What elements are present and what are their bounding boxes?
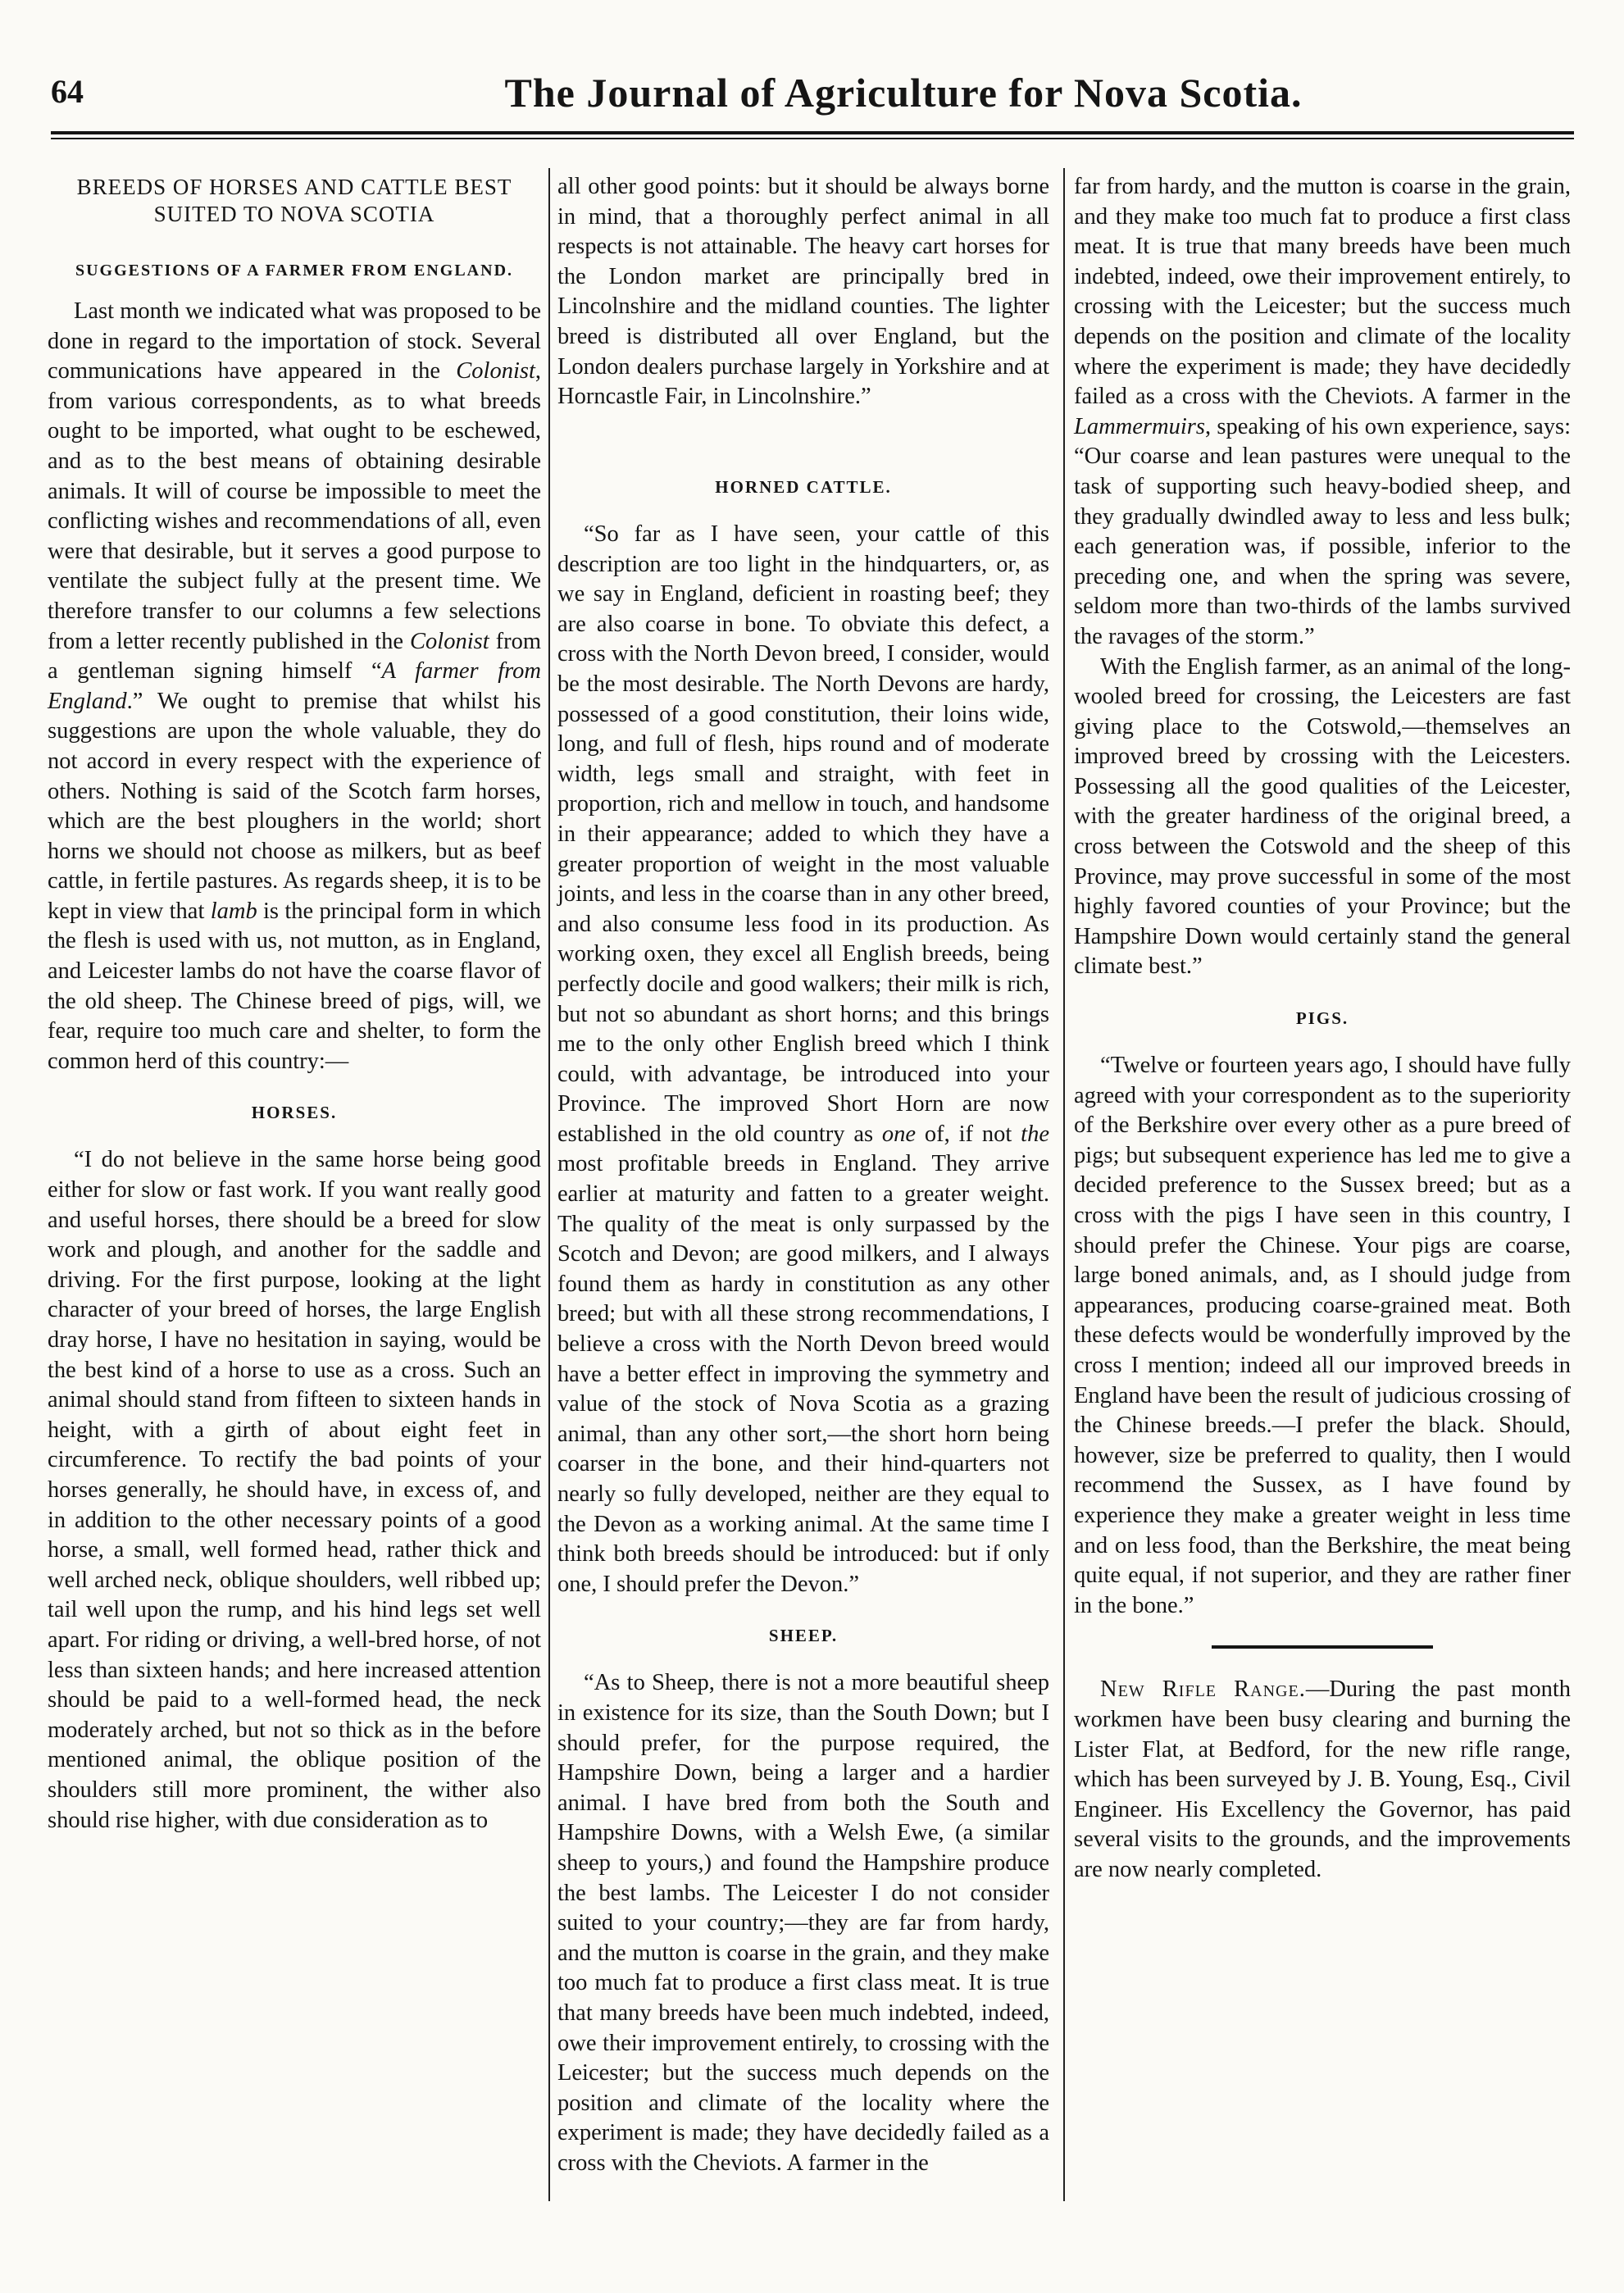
column-2-cattle (557, 475, 1049, 2176)
sheep-paragraph: “As to Sheep, there is not a more beautiful sheep in existence for its size, than the South Down; but I should prefer, for the purpose required, the Hampshire Down, being a larger and a hardier animal. I have bred from both the South and Hampshire Downs, with a Welsh Ewe, (a similar sheep to yours,) and found the Hampshire produce the best lambs. The Leicester I do not consider suited to your country;—they are far from hardy, and the mutton is coarse in the grain, and they make too much fat to produce a first class meat. It is true that many breeds have been much indebted, indeed, owe their improvement entirely, to crossing with the Leicester; but the success much depends on the position and climate of the locality where the experiment is made; they have decidedly failed as a cross with the Cheviots. A farmer in the (557, 1670, 1049, 2176)
column-1 (48, 172, 541, 1836)
rifle-range-note: New Rifle Range.—During the past month workmen have been busy clearing and burning the Lister Flat, at Bedford, for the new rifle range, which has been surveyed by J. B. Young, Esq., Civil Engineer. His Excellency the Governor, has paid several visits to the grounds, and the improvements are now nearly completed. (1074, 1677, 1571, 1882)
note-title: New Rifle Range. (1100, 1677, 1306, 1703)
section-divider (1212, 1645, 1433, 1649)
header-rule-thin (51, 138, 1574, 139)
page-number: 64 (51, 73, 84, 110)
cattle-paragraph: “So far as I have seen, your cattle of this description are too light in the hindquarters, or, as we say in England, deficient in roasting beef; they are also coarse in bone. To obviate this defect, a cross with the North Devon breed, I consider, would be the most desirable. The North Devons are hardy, possessed of a good constitution, their loins wide, long, and full of flesh, hips round and of moderate width, legs small and straight, with feet in proportion, rich and mellow in touch, and handsome in their appearance; added to which they have a greater proportion of weight in the most valuable joints, and less in the coarse than in any other breed, and also consume less food in its production. As working oxen, they excel all English breeds, being perfectly docile and good walkers; their milk is rich, but not so abundant as short horns; and this brings me to the only other English breed which I think could, with advantage, be introduced into your Province. The improved Short Horn are now established in the old country as one of, if not the most profitable breeds in England. They arrive earlier at maturity and fatten to a greater weight. The quality of the meat is only surpassed by the Scotch and Devon; are good milkers, and I always found them as hardy in constitution as any other breed; but with all these strong recommendations, I believe a cross with the North Devon breed would have a better effect in improving the symmetry and value of the stock of Nova Scotia as a grazing animal, than any other sort,—the short horn being coarser in the bone, and their hind-quarters not nearly so fully developed, neither are they equal to the Devon as a working animal. At the same time I think both breeds should be introduced: but if only one, I should prefer the Devon.” (557, 521, 1049, 1597)
sheep-continued: far from hardy, and the mutton is coarse in the grain, and they make too much fat to produce a first class meat. It is true that many breeds have been much indebted, indeed, owe their improvement entirely, to crossing with the Leicester; but the success much depends on the position and climate of the locality where the experiment is made; they have decidedly failed as a cross with the Cheviots. A farmer in the Lammermuirs, speaking of his own experience, says: “Our coarse and lean pastures were unequal to the task of supporting such heavy-bodied sheep, and they gradually dwindled away to less and less bulk; each generation was, if possible, inferior to the preceding one, and when the spring was severe, seldom more than two-thirds of the lambs survived the ravages of the storm.” (1074, 174, 1571, 649)
horses-continued: all other good points: but it should be always borne in mind, that a thoroughly perfect animal in all respects is not attainable. The heavy cart horses for the London market are principally bred in Lincolnshire and the midland counties. The lighter breed is distributed all over England, but the London dealers purchase largely in Yorkshire and at Horncastle Fair, in Lincolnshire.” (557, 174, 1049, 410)
cattle-heading-2: HORNED CATTLE. (715, 477, 892, 497)
column-divider-2 (1063, 168, 1065, 2201)
pigs-heading: PIGS. (1295, 1008, 1349, 1029)
article-subtitle: SUGGESTIONS OF A FARMER FROM ENGLAND. (75, 262, 514, 280)
pigs-paragraph: “Twelve or fourteen years ago, I should have fully agreed with your correspondent as to the superiority of the Berkshire over every other as a pure breed of pigs; but subsequent experience has led me to give a decided preference to the Sussex breed; but as a cross with the pigs I have seen in this country, I should prefer the Chinese. Your pigs are coarse, large boned animals, and, as I should judge from appearances, producing coarse-grained meat. Both these defects would be wonderfully improved by the cross I mention; indeed all our improved breeds in England have been the result of judicious crossing of the Chinese breeds.—I prefer the black. Should, however, size be preferred to quality, then I would recommend the Sussex, as I have found by experience they make a greater weight in less time and on less food, than the Berkshire, the meat being quite equal, if not superior, and they are rather finer in the bone.” (1074, 1053, 1571, 1618)
article-title: BREEDS OF HORSES AND CATTLE BEST SUITED TO NOVA SCOTIA (76, 175, 512, 226)
horses-heading: HORSES. (251, 1103, 338, 1123)
horses-paragraph: “I do not believe in the same horse being good either for slow or fast work. If you want really good and useful horses, there should be a breed for slow work and plough, and another for the saddle and driving. For the first purpose, looking at the light character of your breed of horses, the large English dray horse, I have no hesitation in saying, would be the best kind of a horse to use as a cross. Such an animal should stand from fifteen to sixteen hands in height, with a girth of about eight feet in circumference. To rectify the bad points of your horses generally, he should have, in excess of, and in addition to the other necessary points of a good horse, a small, well formed head, rather thick and well arched neck, oblique shoulders, well ribbed up; tail well upon the rump, and his hind legs set well apart. For riding or driving, a well-bred horse, of not less than sixteen hands; and here increased attention should be paid to a well-formed head, the neck moderately arched, but not so thick as in the before mentioned animal, the oblique position of the shoulders still more prominent, the wither also should rise higher, with due consideration as to (48, 1147, 541, 1833)
intro-paragraph: Last month we indicated what was proposed to be done in regard to the importation of stock. Several communications have appeared in the Colonist, from various correspondents, as to what breeds ought to be imported, what ought to be eschewed, and as to the best means of obtaining desirable animals. It will of course be impossible to meet the conflicting wishes and recommendations of all, even were that desirable, but it serves a good purpose to ventilate the subject fully at the present time. We therefore transfer to our columns a few selections from a letter recently published in the Colonist from a gentleman signing himself “A farmer from England.” We ought to premise that whilst his suggestions are upon the whole valuable, they do not accord in every respect with the experience of others. Nothing is said of the Scotch farm horses, which are the best ploughers in the world; short horns we should not choose as milkers, but as beef cattle, in fertile pastures. As regards sheep, it is to be kept in view that lamb is the principal form in which the flesh is used with us, not mutton, as in England, and Leicester lambs do not have the coarse flavor of the old sheep. The Chinese breed of pigs, will, we fear, require too much care and shelter, to form the common herd of this country:— (48, 298, 541, 1074)
column-2-top (557, 172, 1049, 496)
page-header (51, 72, 1574, 121)
header-rule-thick (51, 131, 1574, 134)
column-divider-1 (548, 168, 550, 2201)
journal-title: The Journal of Agriculture for Nova Scotia. (504, 70, 1303, 116)
sheep-paragraph-2: With the English farmer, as an animal of the long-wooled breed for crossing, the Leicesters are fast giving place to the Cotswold,—themselves an improved breed by crossing with the Leicesters. Possessing all the good qualities of the Leicester, with the greater hardiness of the original breed, a cross between the Cotswold and the sheep of this Province, may prove successful in some of the most highly favored counties of your Province; but the Hampshire Down would certainly stand the general climate best.” (1074, 653, 1571, 980)
sheep-heading: SHEEP. (768, 1626, 839, 1646)
column-3-body (1074, 172, 1571, 1885)
